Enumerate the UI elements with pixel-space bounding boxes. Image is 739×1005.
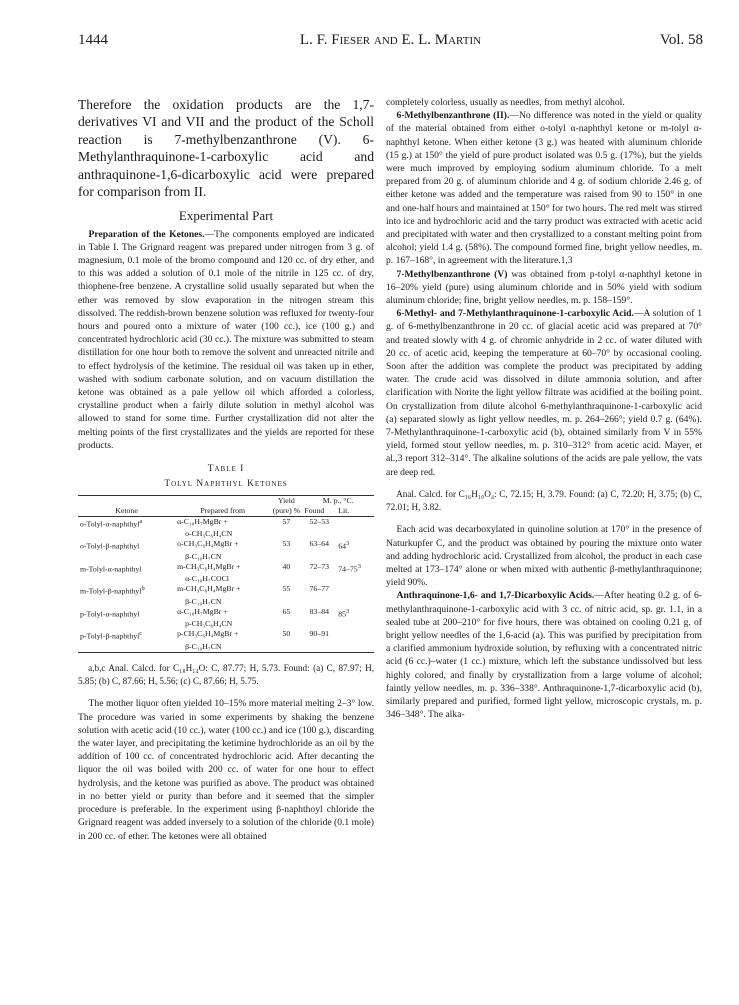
- lit-cell: [336, 516, 374, 529]
- carboxylic-acid-paragraph: [386, 307, 702, 479]
- preparation-paragraph: [78, 228, 374, 452]
- yield-cell: 50: [282, 629, 291, 639]
- prepared-cell: m-CH₃C₆H₄MgBr +: [177, 561, 241, 571]
- found-cell: 72–73: [309, 561, 330, 571]
- ketone-name: o-Tolyl-β-naphthyl: [80, 541, 140, 551]
- lit-cell: [336, 607, 374, 620]
- table-row-continuation: [78, 574, 374, 584]
- dicarboxylic-acid-body: —After heating 0.2 g. of 6-methylanthraquinone-1-carboxylic acid with 3 cc. of nitric acid, sp. gr. 1.1, in a sealed tube at 200–210° for five hours, there was obtained on cooling 0.21 g. of bright yellow needles of the 1,6-acid (a). This was purified by precipitation from a clarified ammonium hydroxide solution, by refluxing with a concentrated nitric acid (6 cc.)–water (1 cc.) mixture, which left the substance undissolved but less highly colored, and finally by crystallization from a large volume of alcohol; faintly yellow needles, m. p. 336–338°. Anthraquinone-1,7-dicarboxylic acid (b), similarly prepared and purified, formed light yellow, microscopic crystals, m. p. 346–348°. The alka-: [386, 590, 702, 721]
- yield-cell: 57: [282, 516, 291, 526]
- yield-cell: 65: [282, 606, 291, 616]
- ketone-name: p-Tolyl-β-naphthyl: [80, 632, 140, 642]
- methylbenzanthrone-ii-body: —No difference was noted in the yield or quality of the material obtained from either o-tolyl α-naphthyl ketone or m-tolyl α-naphthyl ketone. When either ketone (3 g.) was heated with aluminum chloride (15 g.) at 150° the yield of pure product isolated was 0.5 g. (17%), but the yields were much improved by employing sodium aluminum chloride. To a melt prepared from 20 g. of aluminum chloride and 4 g. of sodium chloride 2.46 g. of either ketone was added and the temperature was raised from 90 to 150° in one and one-half hours and maintained at 150° for two hours. The red melt was stirred into ice and hydrochloric acid and the tarry product was extracted with acetic acid and precipitated with water and then crystallized to a constant melting point from alcohol; yield 1.4 g. (58%). The compound formed fine, bright yellow needles, m. p. 167–168°, in agreement with the literature.1,3: [386, 110, 702, 267]
- running-header: [78, 32, 703, 52]
- table-label: Table I: [207, 464, 245, 475]
- preparation-body: —The components employed are indicated in Table I. The Grignard reagent was prepared under nitrogen from 3 g. of magnesium, 0.1 mole of the bromo compound and 120 cc. of dry ether, and to this was added a solution of 0.1 mole of the nitrile in 125 cc. of dry, thiophene-free benzene. A crystalline solid usually separated but when the ether was removed by slow evaporation in the nitrogen stream this dissolved. The reddish-brown benzene solution was refluxed for twenty-four hours and poured onto a mixture of water (100 cc.), ice (100 g.) and concentrated hydrochloric acid (30 cc.). The mixture was submitted to steam distillation for one hour both to remove the solvent and unreacted nitrile and to effect hydrolysis of the ketimine. The residual oil was taken up in ether, washed with sodium carbonate solution, and on vacuum distillation the ketone was obtained as a pale yellow oil which afforded a colorless, crystalline product when a fairly dilute solution in methyl alcohol was allowed to stand for some time. Further crystallization did not alter the melting points of the first crystallizates and the yields are reported for these products.: [78, 228, 375, 451]
- table-title: Tolyl Naphthyl Ketones: [164, 479, 288, 490]
- prepared-cell-2: p-CH₃C₆H₄CN: [185, 619, 233, 629]
- lit-value: 74–75: [338, 564, 358, 574]
- ketone-footnote-mark: a: [139, 517, 143, 525]
- ketone-name: p-Tolyl-α-naphthyl: [80, 609, 140, 619]
- volume-label: Vol. 58: [659, 32, 703, 48]
- col-ketone: Ketone: [78, 495, 175, 516]
- lit-cell: [336, 562, 374, 575]
- yield-cell: 55: [282, 584, 291, 594]
- found-cell: 63–64: [309, 539, 330, 549]
- prepared-cell: p-CH₃C₆H₄MgBr +: [177, 629, 239, 639]
- carboxylic-acid-heading: 6-Methyl- and 7-Methylanthraquinone-1-carboxylic Acid.: [396, 308, 634, 320]
- found-cell: 90–91: [309, 629, 330, 639]
- table-row: [78, 607, 374, 620]
- ketone-cell: [78, 629, 175, 642]
- ketone-cell: [78, 539, 175, 552]
- lit-value: 85: [338, 609, 346, 619]
- prepared-cell-2: α-C₁₀H₇COCl: [185, 574, 229, 584]
- dicarboxylic-acid-paragraph: [386, 589, 702, 721]
- col-lit: Lit.: [336, 506, 374, 517]
- lit-ref: 3: [345, 607, 350, 615]
- lit-value: 64: [338, 541, 346, 551]
- running-authors: L. F. Fieser and E. L. Martin: [299, 32, 482, 48]
- table-row-continuation: [78, 619, 374, 629]
- prepared-cell: α-C₁₀H₇MgBr +: [177, 516, 228, 526]
- carboxylic-acid-body: —A solution of 1 g. of 6-methylbenzanthrone in 20 cc. of glacial acetic acid was prepared at 70° and treated slowly with 4 g. of chromic anhydride in 2 cc. of water diluted with 20 cc. of acetic acid, keeping the temperature at 60–70° by occasional cooling. Soon after the addition was complete the product was precipitated by adding water. The crude acid was dissolved in dilute ammonia solution, and after clarification with Norite the light yellow filtrate was acidified at the boiling point. On crystallization from dilute alcohol 6-methylanthraquinone-1-carboxylic acid (a) separated slowly as light yellow needles, m. p. 264–266°; yield 0.7 g. (64%). 7-Methylanthraquinone-1-carboxylic acid (b), obtained similarly from V in 55% yield, formed stout yellow needles, m. p. 310–312° from acetic acid. Mayer, et al.,3 report 312–314°. The alkaline solutions of the acids are pale yellow, the vats are deep red.: [386, 308, 702, 478]
- yield-cell: 53: [282, 539, 291, 549]
- found-cell: 52–53: [309, 516, 330, 526]
- ketone-cell: [78, 584, 175, 597]
- table-footnote: a,b,c Anal. Calcd. for C₁₈H₁₄O: C, 87.77; H, 5.73. Found: (a) C, 87.97; H, 5.85; (b) C, 87.66; H, 5.56; (c) C, 87.66; H, 5.75.: [78, 663, 374, 687]
- table-row-continuation: [78, 642, 374, 653]
- intro-paragraph: Therefore the oxidation products are the 1,7-derivatives VI and VII and the product of the Scholl reaction is 7-methylbenzanthrone (V). 6-Methylanthraquinone-1-carboxylic acid and anthraquinone-1,6-dicarboxylic acid were prepared for comparison from II.: [78, 97, 374, 200]
- decarboxylation-paragraph: Each acid was decarboxylated in quinoline solution at 170° in the presence of Naturkupfer C, and the product was obtained by pouring the mixture onto water and adding hydrochloric acid. Crystallized from alcohol, the product in each case melted at 173–174° alone or when mixed with authentic β-methylanthraquinone; yield 90%.: [386, 524, 702, 589]
- mother-liquor-paragraph: The mother liquor often yielded 10–15% more material melting 2–3° low. The procedure was varied in some experiments by shaking the benzene solution with acetic acid (10 cc.), water (100 cc.) and ice (100 g.), discarding the water layer, and precipitating the ketimine hydrochloride as an oil by the addition of 100 cc. of concentrated hydrochloric acid. After decanting the liquor the oil was boiled with 200 cc. of water for one hour to effect hydrolysis, and the ketone was purified as above. The product was obtained in no better yield or purity than before and it seemed that the simpler procedure is preferable. In the experiment using β-naphthoyl chloride the Grignard reagent was added inversely to a solution of the chloride (0.1 mole) in 200 cc. of ether. The ketones were all obtained: [78, 698, 374, 842]
- continued-text: completely colorless, usually as needles, from methyl alcohol.: [386, 97, 625, 108]
- table-row-continuation: [78, 529, 374, 539]
- right-column: [386, 96, 702, 721]
- table-row-continuation: [78, 552, 374, 562]
- lit-cell: [336, 629, 374, 642]
- table-row: [78, 539, 374, 552]
- ketones-table: [78, 495, 374, 654]
- table-row-continuation: [78, 597, 374, 607]
- table-row: [78, 516, 374, 529]
- found-cell: 76–77: [309, 584, 330, 594]
- table-row: [78, 629, 374, 642]
- analysis-line: Anal. Calcd. for C₁₆H₁₀O₄: C, 72.15; H, 3.79. Found: (a) C, 72.20; H, 3.75; (b) C, 72.01; H, 3.82.: [386, 488, 702, 513]
- ketone-name: o-Tolyl-α-naphthyl: [80, 519, 140, 529]
- prepared-cell: o-CH₃C₆H₄MgBr +: [177, 539, 239, 549]
- methylbenzanthrone-v-body: was obtained from p-tolyl α-naphthyl ketone in 16–20% yield (pure) using aluminum chloride and in 50% yield with sodium aluminum chloride; fine, bright yellow needles, m. p. 158–159°.: [386, 268, 703, 307]
- ketone-cell: [78, 516, 175, 529]
- methylbenzanthrone-ii-paragraph: [386, 109, 702, 267]
- col-mp: M. p., °C.: [322, 495, 354, 505]
- table-row: [78, 584, 374, 597]
- lit-cell: [336, 584, 374, 597]
- lit-ref: 3: [345, 540, 350, 548]
- methylbenzanthrone-v-paragraph: [386, 268, 702, 308]
- col-prepared: Prepared from: [175, 495, 270, 516]
- col-found: Found: [302, 506, 336, 517]
- prepared-cell: α-C₁₀H₇MgBr +: [177, 606, 228, 616]
- page-number: 1444: [78, 32, 108, 48]
- prepared-cell: m-CH₃C₆H₄MgBr +: [177, 584, 241, 594]
- ketone-cell: [78, 562, 175, 575]
- dicarboxylic-acid-heading: Anthraquinone-1,6- and 1,7-Dicarboxylic Acids.: [396, 590, 595, 602]
- prepared-cell-2: β-C₁₀H₇CN: [185, 642, 222, 652]
- preparation-heading: Preparation of the Ketones.: [88, 228, 205, 240]
- methylbenzanthrone-v-heading: 7-Methylbenzanthrone (V): [396, 268, 508, 280]
- lit-cell: [336, 539, 374, 552]
- table-row: [78, 562, 374, 575]
- ketone-footnote-mark: b: [141, 585, 145, 593]
- ketone-cell: [78, 607, 175, 620]
- found-cell: 83–84: [309, 606, 330, 616]
- col-yield: Yield (pure) %: [270, 495, 302, 516]
- methylbenzanthrone-ii-heading: 6-Methylbenzanthrone (II).: [396, 110, 510, 122]
- prepared-cell-2: o-CH₃C₆H₄CN: [185, 529, 233, 539]
- yield-cell: 40: [282, 561, 291, 571]
- lit-ref: 3: [357, 562, 361, 570]
- ketone-name: m-Tolyl-α-naphthyl: [80, 564, 142, 574]
- prepared-cell-2: β-C₁₀H₇CN: [185, 596, 222, 606]
- prepared-cell-2: β-C₁₀H₇CN: [185, 551, 222, 561]
- section-title: Experimental Part: [178, 208, 274, 224]
- ketone-name: m-Tolyl-β-naphthyl: [80, 586, 142, 596]
- left-column: [78, 96, 374, 843]
- ketone-footnote-mark: c: [139, 630, 143, 638]
